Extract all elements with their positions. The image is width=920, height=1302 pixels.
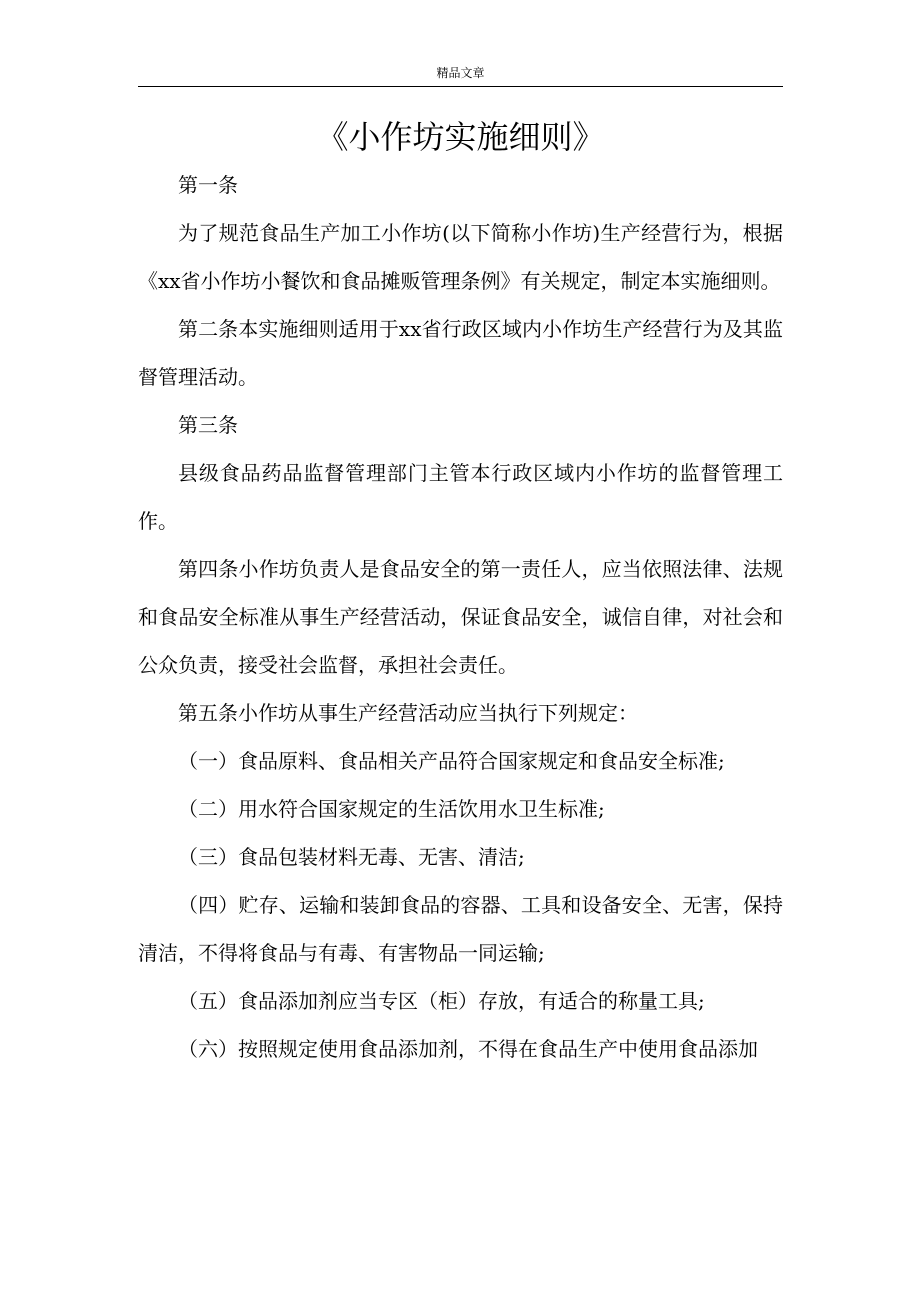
article-5-item-6: （六）按照规定使用食品添加剂，不得在食品生产中使用食品添加 — [178, 1037, 758, 1061]
page-header: 精品文章 — [138, 64, 783, 87]
article-4-text: 第四条小作坊负责人是食品安全的第一责任人，应当依照法律、法规和食品安全标准从事生产经营活动，保证食品安全，诚信自律，对社会和公众负责，接受社会监督，承担社会责任。 — [138, 557, 783, 677]
article-5-item-1: （一）食品原料、食品相关产品符合国家规定和食品安全标准; — [178, 749, 725, 773]
document-body — [138, 161, 783, 1073]
article-5-item-3: （三）食品包装材料无毒、无害、清洁; — [178, 845, 525, 869]
article-1-heading: 第一条 — [178, 173, 238, 197]
article-2-text: 第二条本实施细则适用于xx省行政区域内小作坊生产经营行为及其监督管理活动。 — [138, 317, 783, 389]
article-5-text: 第五条小作坊从事生产经营活动应当执行下列规定： — [178, 701, 638, 725]
article-3-text: 县级食品药品监督管理部门主管本行政区域内小作坊的监督管理工作。 — [138, 461, 783, 533]
article-5-item-2: （二）用水符合国家规定的生活饮用水卫生标准; — [178, 797, 605, 821]
article-1-text: 为了规范食品生产加工小作坊(以下简称小作坊)生产经营行为，根据《xx省小作坊小餐饮和食品摊贩管理条例》有关规定，制定本实施细则。 — [138, 221, 783, 293]
article-5-item-4: （四）贮存、运输和装卸食品的容器、工具和设备安全、无害，保持清洁，不得将食品与有毒、有害物品一同运输; — [138, 893, 783, 965]
document-title: 《小作坊实施细则》 — [316, 118, 605, 156]
article-5-item-5: （五）食品添加剂应当专区（柜）存放，有适合的称量工具; — [178, 989, 705, 1013]
article-3-heading: 第三条 — [178, 413, 238, 437]
